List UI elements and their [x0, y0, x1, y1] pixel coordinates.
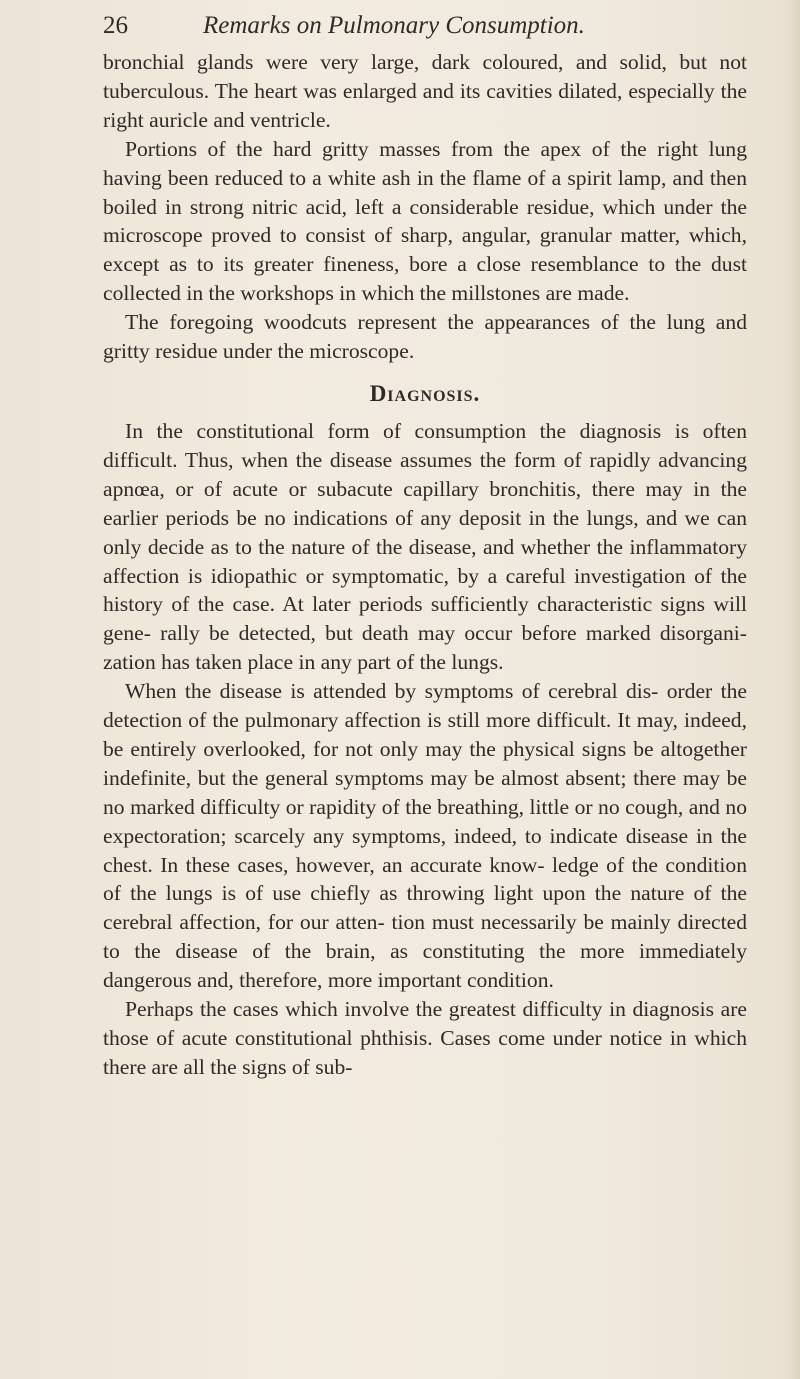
- section-heading-diagnosis: Diagnosis.: [369, 380, 481, 406]
- page-header: [103, 6, 743, 46]
- paragraph-acute-phthisis: Perhaps the cases which involve the greatest difficulty in diagnosis are those of acute constitutional phthisis. Cases come under notice in which there are all the signs of sub-: [103, 997, 747, 1079]
- paragraph-constitutional-form: In the constitutional form of consumption the diagnosis is often difficult. Thus, when the disease assumes the form of rapidly advancing apnœa, or of acute or subacute capillary bronchitis, there may in the earlier periods be no indications of any deposit in the lungs, and we can only decide as to the nature of the disease, and whether the inflammatory affection is idiopathic or symptomatic, by a careful investigation of the history of the case. At later periods sufficiently characteristic signs will gene- rally be detected, but death may occur before marked disorgani- zation has taken place in any part of the lungs.: [103, 418, 747, 675]
- paragraph-gritty-masses: Portions of the hard gritty masses from the apex of the right lung having been reduced to a white ash in the flame of a spirit lamp, and then boiled in strong nitric acid, left a considerable residue, which under the microscope proved to consist of sharp, angular, granular matter, which, except as to its greater fineness, bore a close resemblance to the dust collected in the workshops in which the millstones are made.: [103, 136, 747, 306]
- body-text: [103, 48, 747, 1082]
- running-title: Remarks on Pulmonary Consumption.: [203, 12, 585, 39]
- paragraph-woodcuts: The foregoing woodcuts represent the appearances of the lung and gritty residue under the microscope.: [103, 310, 747, 364]
- paragraph-cerebral-disorder: When the disease is attended by symptoms of cerebral dis- order the detection of the pulmonary affection is still more difficult. It may, indeed, be entirely overlooked, for not only may the physical signs be altogether indefinite, but the general symptoms may be almost absent; there may be no marked difficulty or rapidity of the breathing, little or no cough, and no expectoration; scarcely any symptoms, indeed, to indicate disease in the chest. In these cases, however, an accurate know- ledge of the condition of the lungs is of use chiefly as throwing light upon the nature of the cerebral affection, for our atten- tion must necessarily be mainly directed to the disease of the brain, as constituting the more immediately dangerous and, therefore, more important condition.: [103, 679, 747, 993]
- paragraph-continuation: bronchial glands were very large, dark coloured, and solid, but not tuberculous. The heart was enlarged and its cavities dilated, especially the right auricle and ventricle.: [103, 50, 747, 132]
- page-edge-shadow: [786, 0, 800, 1379]
- page-number: 26: [103, 12, 128, 39]
